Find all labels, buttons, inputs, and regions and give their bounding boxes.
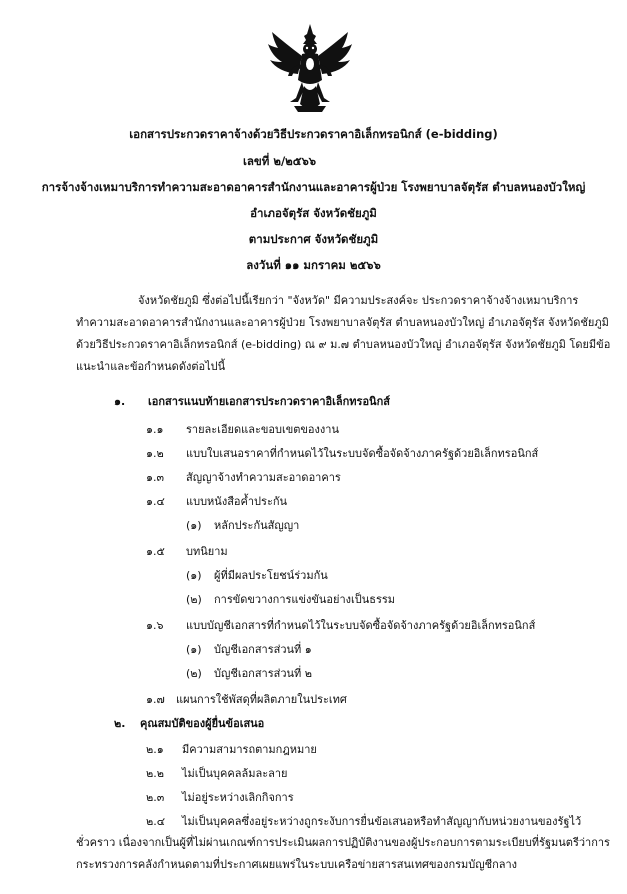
item-text: สัญญาจ้างทำความสะอาดอาคาร (186, 471, 341, 484)
section-number: ๒. (114, 717, 126, 730)
project-title: การจ้างจ้างเหมาบริการทำความสะอาดอาคารสำนักงานและอาคารผู้ป่วย โรงพยาบาลจัตุรัส ตำบลหนองบัวใหญ่ (41, 180, 586, 194)
item-text: ไม่เป็นบุคคลซึ่งอยู่ระหว่างถูกระงับการยื่นข้อเสนอหรือทำสัญญากับหน่วยงานของรัฐไว้ (182, 815, 582, 828)
item-text: แผนการใช้พัสดุที่ผลิตภายในประเทศ (176, 693, 347, 706)
item-text: รายละเอียดและขอบเขตของงาน (186, 423, 339, 436)
item-number: ๑.๕ (146, 545, 165, 558)
garuda-emblem-icon (268, 24, 352, 116)
item-text: บัญชีเอกสารส่วนที่ ๑ (214, 643, 312, 656)
item-text: หลักประกันสัญญา (214, 519, 300, 532)
item-number: ๒.๔ (146, 815, 166, 828)
announcement-line: ตามประกาศ จังหวัดชัยภูมิ (248, 232, 379, 246)
item-text: แบบหนังสือค้ำประกัน (186, 495, 288, 508)
section-title: คุณสมบัติของผู้ยื่นข้อเสนอ (140, 717, 265, 730)
item-text: แบบบัญชีเอกสารที่กำหนดไว้ในระบบจัดซื้อจัดจ้างภาครัฐด้วยอิเล็กทรอนิกส์ (186, 619, 536, 632)
announcement-date: ลงวันที่ ๑๑ มกราคม ๒๕๖๖ (246, 258, 381, 272)
item-number: ๑.๒ (146, 447, 164, 460)
item-number: ๑.๗ (146, 693, 165, 706)
item-number: ๑.๑ (146, 423, 164, 436)
section-number: ๑. (114, 395, 126, 408)
document-number: เลขที่ ๒/๒๕๖๖ (242, 154, 317, 168)
item-number: (๒) (186, 593, 202, 606)
item-text: การขัดขวางการแข่งขันอย่างเป็นธรรม (214, 593, 396, 606)
document-title: เอกสารประกวดราคาจ้างด้วยวิธีประกวดราคาอิเล็กทรอนิกส์ (e-bidding) (129, 127, 498, 141)
item-number: (๑) (186, 569, 202, 582)
item-number: ๒.๒ (146, 767, 164, 780)
item-number: (๑) (186, 643, 202, 656)
item-number: (๒) (186, 667, 202, 680)
item-number: ๑.๖ (146, 619, 164, 632)
intro-line: จังหวัดชัยภูมิ ซึ่งต่อไปนี้เรียกว่า "จังหวัด" มีความประสงค์จะ ประกวดราคาจ้างจ้างเหมาบริการ (138, 294, 579, 307)
continuation-line: ชั่วคราว เนื่องจากเป็นผู้ที่ไม่ผ่านเกณฑ์การประเมินผลการปฏิบัติงานของผู้ประกอบการตามระเบียบที่รัฐมนตรีว่าการ (76, 836, 610, 849)
intro-paragraph (76, 290, 611, 378)
item-text: ไม่อยู่ระหว่างเลิกกิจการ (182, 791, 294, 804)
item-number: ๒.๑ (146, 743, 164, 756)
continuation-line: กระทรวงการคลังกำหนดตามที่ประกาศเผยแพร่ในระบบเครือข่ายสารสนเทศของกรมบัญชีกลาง (76, 858, 518, 871)
item-number: (๑) (186, 519, 202, 532)
section-title: เอกสารแนบท้ายเอกสารประกวดราคาอิเล็กทรอนิกส์ (148, 395, 390, 408)
continuation-paragraph (76, 832, 616, 876)
item-number: ๒.๓ (146, 791, 165, 804)
item-number: ๑.๔ (146, 495, 165, 508)
project-district: อำเภอจัตุรัส จังหวัดชัยภูมิ (250, 206, 377, 220)
intro-line: แนะนำและข้อกำหนดดังต่อไปนี้ (76, 360, 226, 373)
item-text: แบบใบเสนอราคาที่กำหนดไว้ในระบบจัดซื้อจัดจ้างภาครัฐด้วยอิเล็กทรอนิกส์ (186, 447, 539, 460)
item-text: บัญชีเอกสารส่วนที่ ๒ (214, 667, 313, 680)
intro-line: ด้วยวิธีประกวดราคาอิเล็กทรอนิกส์ (e-bidding) ณ ๙ ม.๗ ตำบลหนองบัวใหญ่ อำเภอจัตุรัส จังหวัดชัยภูมิ โดยมีข้อ (76, 338, 611, 351)
intro-line: ทำความสะอาดอาคารสำนักงานและอาคารผู้ป่วย โรงพยาบาลจัตุรัส ตำบลหนองบัวใหญ่ อำเภอจัตุรัส จังหวัดชัยภูมิ (76, 316, 609, 329)
item-number: ๑.๓ (146, 471, 164, 484)
item-text: มีความสามารถตามกฎหมาย (182, 743, 317, 756)
item-text: บทนิยาม (186, 545, 228, 558)
item-text: ไม่เป็นบุคคลล้มละลาย (182, 767, 288, 780)
item-text: ผู้ที่มีผลประโยชน์ร่วมกัน (214, 569, 328, 582)
